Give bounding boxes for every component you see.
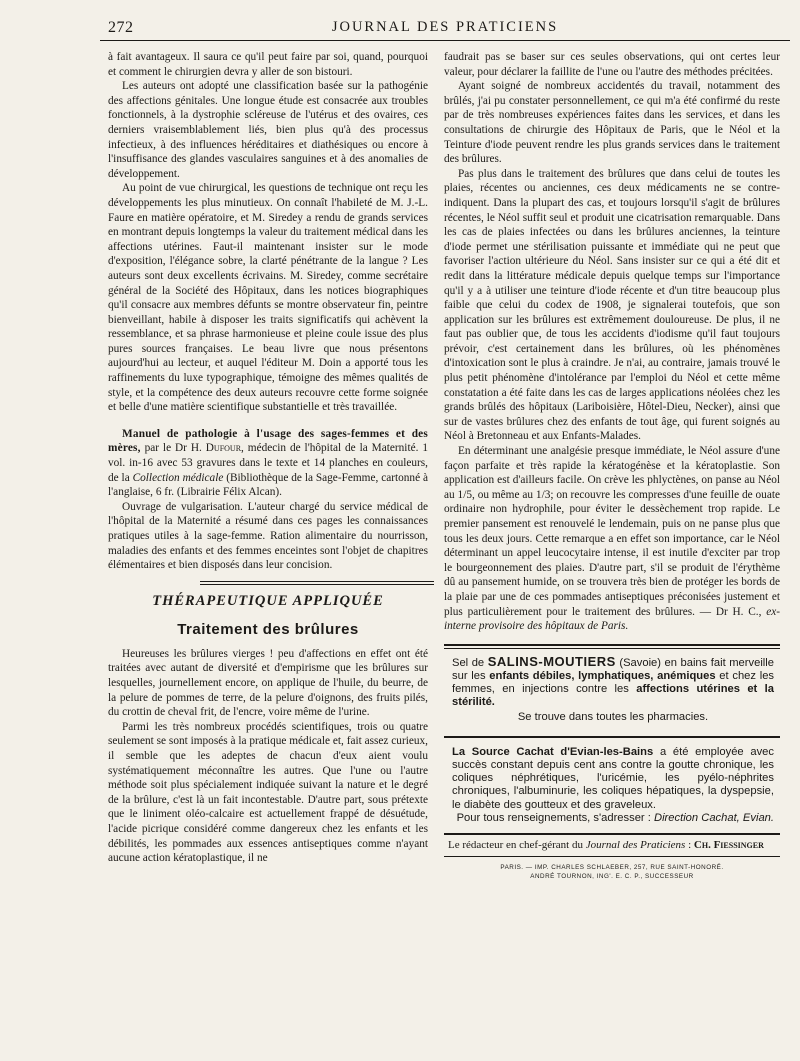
advertisement-salins-moutiers: Sel de SALINS-MOUTIERS (Savoie) en bains fait merveille sur les enfants débiles, lymphatiques, anémiques et chez les femmes, en injections contre les affections utérines et la stérilité. Se trouve dans toutes les pharmacies. bbox=[444, 644, 780, 730]
author-signature: ex-interne provisoire des hôpitaux de Paris. bbox=[444, 605, 780, 633]
paragraph: Pas plus dans le traitement des brûlures que dans celui de toutes les plaies, récentes ou anciennes, ces deux médicaments ne se contre-indiquent. Dans la plupart des cas, et toujours lorsqu'il s'agit de brûlures récentes, le Néol suffit seul et produit une cicatrisation remarquable. Dans les cas de plaies infectées ou dans les brûlures anciennes, la teinture d'iode permet une stérilisation puissante et immédiate qui ne peut que favoriser l'action ultérieure du Néol. Sans insister sur ce qui a été dit et redit dans la littérature médicale depuis quelque temps sur l'importance qu'il y a à utiliser une teinture d'iode récente et d'un titre beaucoup plus faible que celui du codex de 1908, je signalerai toutefois, que son application sur les brûlures est extrêmement douloureuse. De plus, il ne faut pas oublier que, de tous les accidents d'iodisme qu'il faut toujours prévoir, c'est certainement dans les brûlures, où les phénomènes d'intoxication sont le plus à craindre. Je n'ai, au contraire, jamais trouvé le plus petit phénomène d'intolérance par l'emploi du Néol et cette même constatation a été faite dans les cas de larges applications néolées chez les grands brûlés des hôpitaux (Lariboisière, Hôtel-Dieu, Necker), ainsi que sur de vastes brûlures chez des enfants de tout âge, qui furent soignés au Néol à Bretonneau et aux Enfants-Malades. bbox=[444, 167, 780, 443]
paragraph: Les auteurs ont adopté une classification basée sur la pathogénie des affections génitales. Une longue étude est consacrée aux troubles fonctionnels, à la dystrophie scléreuse de l'utérus et des ovaires, ces derniers vraisemblablement liés, bien plus qu'à des processus infectieux, à des influences héréditaires et diathésiques ou encore à l'insuffisance des glandes vasculaires sanguines et à des anomalies de développement. bbox=[108, 80, 428, 180]
advertisement-source-cachat: La Source Cachat d'Evian-les-Bains a été employée avec succès constant depuis cent ans contre la goutte chronique, les coliques néphrétiques, l'uricémie, les pyélo-néphrites chroniques, l'albuminurie, les coliques hépatiques, la dyspepsie, le diabète des goutteux et des graveleux. Pour tous renseignements, s'adresser : Direction Cachat, Evian. bbox=[444, 736, 780, 831]
editor-line: Le rédacteur en chef-gérant du Journal des Praticiens : Ch. Fiessinger bbox=[444, 833, 780, 857]
book-author: Dufour bbox=[205, 442, 242, 455]
page-header bbox=[100, 17, 790, 41]
paragraph: En déterminant une analgésie presque immédiate, le Néol assure d'une façon parfaite et très rapide la kératogénèse et la kératoplastie. Son application est d'ailleurs facile. On crève les phlyctènes, on panse au Néol au 1/5, ou même au 1/3; on recouvre les compresses d'une feuille de ouate ordinaire non hydrophile, pour éviter le dessèchement trop rapide. Le premier pansement est renouvelé le lendemain, puis on ne panse plus que tous les deux jours. Cette remarque a en effet son importance, car le Néol déterminant un appel leucocytaire intense, il est inutile d'exciter par trop le bourgeonnement des plaies. D'autre part, s'il se produit de l'érythème dû au pansement humide, on se trouvera très bien de protéger les bords de la plaie par une de ces pommades antiseptiques préconisées justement et plus particulièrement pour le traitement des brûlures. — Dr H. C., ex-interne provisoire des hôpitaux de Paris. bbox=[444, 445, 780, 633]
paragraph: Ouvrage de vulgarisation. L'auteur chargé du service médical de l'hôpital de la Maternité a résumé dans ces pages les connaissances pratiques utiles à la sage-femme. Ration alimentaire du nourrisson, maladies des enfants et des femmes enceintes sont l'objet de chapitres élémentaires et bien disposés dans leur concision. bbox=[108, 500, 428, 572]
book-review-entry: Manuel de pathologie à l'usage des sages-femmes et des mères, par le Dr H. Dufour, médecin de l'hôpital de la Maternité. 1 vol. in-16 avec 53 gravures dans le texte et 14 planches en couleurs, de la Collection médicale (Bibliothèque de la Sage-Femme, cartonné à l'anglaise, 6 fr. (Librairie Félix Alcan). bbox=[108, 427, 428, 499]
paragraph: Heureuses les brûlures vierges ! peu d'affections en effet ont été traitées avec autant de diversité et d'empirisme que les brûlures sur lesquelles, journellement encore, on applique de l'huile, du beurre, de la pelure de pommes de terre, de la pelure d'oignons, des fruits pilés, du crottin de cheval frit, de l'encre, voire même de l'urine. bbox=[108, 647, 428, 719]
paragraph: Parmi les très nombreux procédés scientifiques, trois ou quatre seulement se sont imposés à la pratique médicale et, fait assez curieux, il semble que les adeptes de chacun d'eux aient voulu systématiquement méconnaître les autres. Que l'une ou l'autre méthode soit plus spécialement indiquée suivant la nature et le degré de la brûlure, c'est là un fait incontestable. D'autre part, sous prétexte que le liniment oléo-calcaire est actuellement frappé de désuétude, l'acide picrique considéré comme dangereux chez les enfants et les débilités, les pommades aux essences antiseptiques comme n'ayant aucune action kératoplastique, il ne bbox=[108, 720, 428, 865]
paragraph: à fait avantageux. Il saura ce qu'il peut faire par soi, quand, pourquoi et comment le chirurgien devra y aller de son bistouri. bbox=[108, 51, 428, 78]
printer-imprint: PARIS. — IMP. CHARLES SCHLAEBER, 257, RUE SAINT-HONORÉ. ANDRÉ TOURNON, ING'. E. C. P., SUCCESSEUR bbox=[500, 863, 724, 880]
paragraph: Au point de vue chirurgical, les questions de technique ont reçu les développements les plus minutieux. On connaît l'habileté de M. J.-L. Faure en matière opératoire, et M. Siredey a rendu de grands services en montrant depuis longtemps la valeur du traitement médical dans les affections utérines. Faut-il maintenant insister sur le mode d'exposition, l'élégance sobre, la clarté pénétrante de la langue ? Les auteurs sont deux excellents écrivains. M. Siredey, comme secrétaire général de la Société des Hôpitaux, dans les notices biographiques qu'il consacre aux membres défunts se montre observateur fin, peintre bienveillant, habile à disposer les traits significatifs qui achèvent la ressemblance, et sa phrase harmonieuse et pleine coule issue des plus pures sources françaises. Le beau livre que nous présentons aujourd'hui au lecteur, et auquel l'éditeur M. Doin a apporté tous les raffinements du luxe typographique, témoigne des mêmes qualités de style, et la compétence des deux auteurs recouvre cette forme soignée et belle d'une matière scientifique substantielle et très travaillée. bbox=[108, 182, 428, 414]
book-collection: Collection médicale bbox=[132, 471, 224, 484]
ad-brand: La Source Cachat d'Evian-les-Bains bbox=[452, 745, 654, 758]
section-divider bbox=[200, 581, 434, 585]
book-title: Manuel de pathologie à l'usage des sages-femmes et des mères, bbox=[108, 427, 428, 455]
right-column bbox=[444, 50, 780, 881]
paragraph: Ayant soigné de nombreux accidentés du travail, notamment des brûlés, j'ai pu constater personnellement, ce qui m'a été confirmé du reste par de très nombreuses expériences faites dans les services, et dans les consultations de chirurgie des Hôpitaux de Paris, que le Néol et la Teinture d'iode peuvent rendre les plus grands services dans le traitement des brûlures. bbox=[444, 80, 780, 166]
ad-brand: SALINS-MOUTIERS bbox=[487, 653, 616, 669]
page-number: 272 bbox=[108, 19, 134, 36]
journal-title: JOURNAL DES PRATICIENS bbox=[331, 19, 559, 35]
left-column bbox=[108, 50, 428, 866]
section-title: THÉRAPEUTIQUE APPLIQUÉE bbox=[152, 592, 384, 609]
article-title: Traitement des brûlures bbox=[177, 620, 359, 638]
paragraph: faudrait pas se baser sur ces seules observations, qui ont certes leur valeur, pour déclarer la faillite de l'une ou l'autre des méthodes précitées. bbox=[444, 51, 780, 78]
